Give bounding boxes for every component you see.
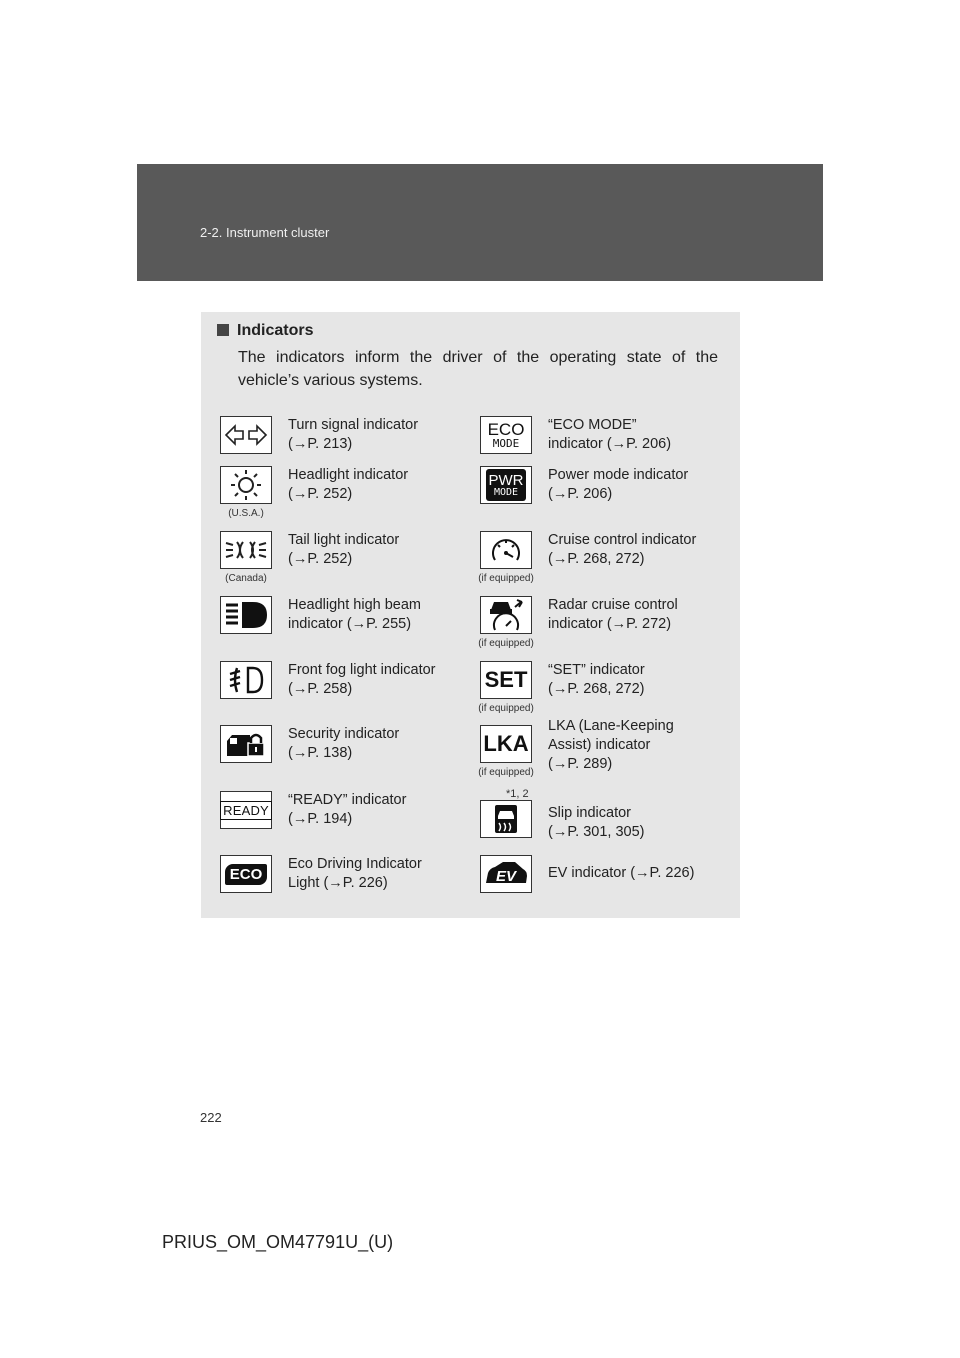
security-icon [220, 725, 272, 763]
region-note: (U.S.A.) [228, 508, 264, 519]
item-tail-light: (Canada) Tail light indicator (→P. 252) [201, 531, 461, 587]
eco-mode-icon: ECO MODE [480, 416, 532, 454]
front-fog-icon [220, 661, 272, 699]
footnote-marker: *1, 2 [506, 788, 529, 800]
item-slip: Slip indicator (→P. 301, 305) [461, 800, 721, 856]
ready-icon: READY [220, 791, 272, 829]
item-cruise-control: (if equipped) Cruise control indicator (→P. 268, 272) [461, 531, 721, 587]
item-eco-driving: ECO Eco Driving Indicator Light (→P. 226) [201, 855, 461, 911]
item-turn-signal: Turn signal indicator (→P. 213) [201, 416, 461, 472]
item-lka: LKA (if equipped) LKA (Lane-Keeping Assist) indicator (→P. 289) [461, 725, 721, 781]
indicators-box [201, 312, 740, 918]
power-mode-icon: PWR MODE [480, 466, 532, 504]
item-ev: EV EV indicator (→P. 226) [461, 855, 721, 911]
item-front-fog: Front fog light indicator (→P. 258) [201, 661, 461, 717]
radar-cruise-icon [480, 596, 532, 634]
lka-icon: LKA [480, 725, 532, 763]
equipped-note: (if equipped) [478, 703, 534, 714]
tail-light-icon [220, 531, 272, 569]
high-beam-icon [220, 596, 272, 634]
cruise-control-icon [480, 531, 532, 569]
item-eco-mode: ECO MODE “ECO MODE” indicator (→P. 206) [461, 416, 721, 472]
region-note: (Canada) [225, 573, 267, 584]
section-title: 2-2. Instrument cluster [200, 225, 330, 240]
headlight-icon [220, 466, 272, 504]
item-radar-cruise: (if equipped) Radar cruise control indicator (→P. 272) [461, 596, 721, 652]
square-bullet-icon [217, 324, 229, 336]
ev-icon [480, 855, 532, 893]
equipped-note: (if equipped) [478, 573, 534, 584]
item-headlight: (U.S.A.) Headlight indicator (→P. 252) [201, 466, 461, 522]
indicators-description: The indicators inform the driver of the operating state of the vehicle’s various systems. [238, 349, 718, 389]
item-high-beam: Headlight high beam indicator (→P. 255) [201, 596, 461, 652]
item-security: Security indicator (→P. 138) [201, 725, 461, 781]
section-header-bar [137, 164, 823, 281]
item-set: SET (if equipped) “SET” indicator (→P. 268, 272) [461, 661, 721, 717]
item-power-mode: PWR MODE Power mode indicator (→P. 206) [461, 466, 721, 522]
turn-signal-icon [220, 416, 272, 454]
eco-driving-icon: ECO [220, 855, 272, 893]
equipped-note: (if equipped) [478, 767, 534, 778]
item-ready: READY “READY” indicator (→P. 194) [201, 791, 461, 847]
equipped-note: (if equipped) [478, 638, 534, 649]
set-icon: SET [480, 661, 532, 699]
indicators-heading: Indicators [217, 322, 313, 340]
page-number: 222 [200, 1110, 222, 1125]
document-id: PRIUS_OM_OM47791U_(U) [162, 1232, 394, 1252]
slip-icon [480, 800, 532, 838]
svg-text:EV: EV [495, 868, 517, 885]
